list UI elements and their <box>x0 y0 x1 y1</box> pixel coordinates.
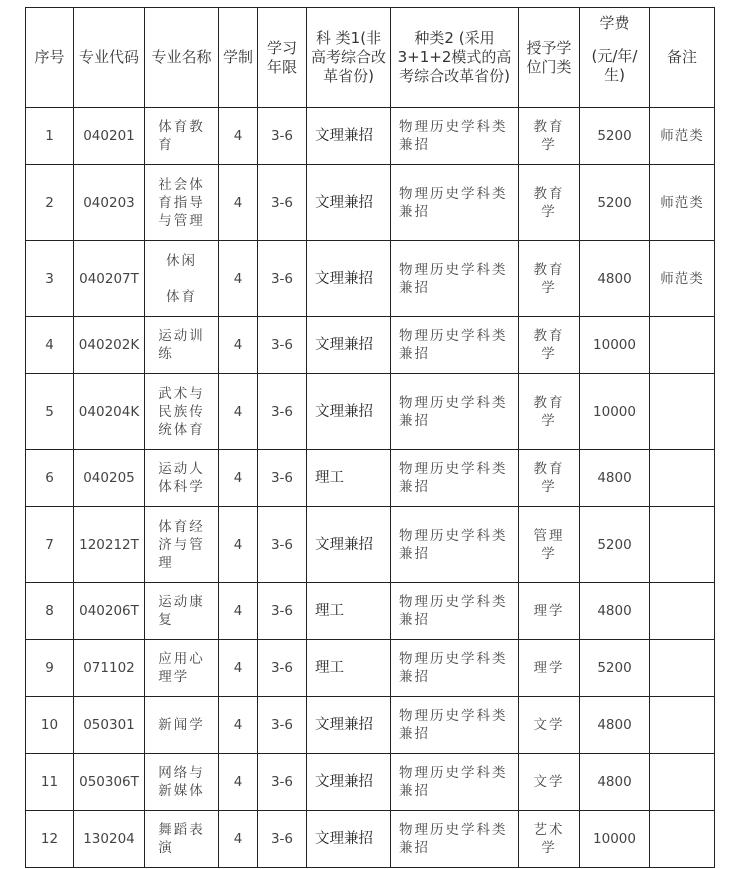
cell-period <box>258 450 307 507</box>
cell-note <box>650 374 715 450</box>
cell-index-text: 8 <box>45 603 54 619</box>
cell-major-name <box>145 583 219 640</box>
cell-period <box>258 108 307 165</box>
cell-years <box>219 108 258 165</box>
cell-category-1 <box>307 165 391 241</box>
cell-degree-text: 教育 学 <box>533 394 565 429</box>
cell-index <box>26 754 74 811</box>
cell-code-text: 040203 <box>83 194 135 211</box>
cell-code <box>74 317 145 374</box>
cell-category-2-text: 物理历史学科类兼招 <box>399 394 508 429</box>
cell-note <box>650 754 715 811</box>
cell-code <box>74 640 145 697</box>
cell-years <box>219 374 258 450</box>
cell-degree-text: 教育 学 <box>533 261 565 296</box>
cell-category-1 <box>307 811 391 868</box>
cell-category-1 <box>307 583 391 640</box>
cell-period-text: 3-6 <box>270 536 294 553</box>
cell-years-text: 4 <box>233 717 243 733</box>
cell-degree-text: 文学 <box>533 717 565 733</box>
cell-years <box>219 754 258 811</box>
cell-index-text: 2 <box>45 194 54 211</box>
cell-category-1-text: 文理兼招 <box>315 128 373 144</box>
cell-category-1 <box>307 241 391 317</box>
cell-note-text: 师范类 <box>660 194 704 211</box>
cell-code-text: 040201 <box>83 128 135 144</box>
cell-major-name-text: 社会体 育指导 与管理 <box>158 176 205 229</box>
cell-fee-text: 10000 <box>593 337 636 353</box>
table-row <box>26 450 715 507</box>
cell-note-text: 师范类 <box>660 270 704 287</box>
cell-period <box>258 165 307 241</box>
table-row <box>26 640 715 697</box>
cell-major-name-text: 运动康 复 <box>158 594 205 628</box>
cell-period-text: 3-6 <box>270 717 294 733</box>
cell-period <box>258 811 307 868</box>
table-row <box>26 754 715 811</box>
cell-index <box>26 374 74 450</box>
cell-years <box>219 165 258 241</box>
cell-index <box>26 697 74 754</box>
cell-index-text: 4 <box>45 337 54 353</box>
cell-major-name-text: 应用心 理学 <box>158 651 205 685</box>
cell-note <box>650 317 715 374</box>
cell-category-1-text: 文理兼招 <box>315 403 373 420</box>
table-row <box>26 241 715 317</box>
cell-fee <box>580 811 650 868</box>
cell-code <box>74 241 145 317</box>
cell-degree <box>519 450 580 507</box>
cell-period <box>258 507 307 583</box>
cell-note <box>650 640 715 697</box>
cell-degree <box>519 241 580 317</box>
header-years: 学制 <box>219 8 258 108</box>
cell-period <box>258 754 307 811</box>
cell-years-text: 4 <box>233 536 243 553</box>
cell-category-1-text: 理工 <box>315 603 344 619</box>
header-note: 备注 <box>650 8 715 108</box>
cell-degree <box>519 108 580 165</box>
header-code: 专业代码 <box>74 8 145 108</box>
table-row <box>26 317 715 374</box>
cell-major-name-text: 运动人 体科学 <box>158 461 205 495</box>
cell-years <box>219 583 258 640</box>
cell-category-1 <box>307 108 391 165</box>
header-degree: 授予学位门类 <box>519 8 580 108</box>
cell-category-2 <box>391 108 519 165</box>
cell-index-text: 12 <box>40 831 59 847</box>
cell-code-text: 040205 <box>83 470 135 486</box>
cell-major-name-text: 新闻学 <box>158 717 205 733</box>
cell-degree <box>519 754 580 811</box>
cell-category-1 <box>307 450 391 507</box>
cell-index-text: 3 <box>45 270 54 287</box>
cell-years-text: 4 <box>233 270 243 287</box>
header-row <box>26 8 715 108</box>
cell-fee-text: 4800 <box>597 717 632 733</box>
cell-index <box>26 507 74 583</box>
cell-degree-text: 教育 学 <box>533 461 565 495</box>
cell-category-1 <box>307 754 391 811</box>
cell-fee-text: 4800 <box>597 470 632 486</box>
cell-category-1-text: 文理兼招 <box>315 774 373 790</box>
cell-note-text: 师范类 <box>660 128 704 144</box>
cell-category-2 <box>391 317 519 374</box>
cell-category-2 <box>391 583 519 640</box>
cell-category-1-text: 文理兼招 <box>315 337 373 353</box>
cell-major-name-text: 网络与 新媒体 <box>158 765 205 799</box>
cell-category-2-text: 物理历史学科类兼招 <box>399 461 508 495</box>
cell-fee-text: 5200 <box>597 536 632 553</box>
cell-period <box>258 374 307 450</box>
cell-code-text: 071102 <box>83 660 135 676</box>
cell-years <box>219 640 258 697</box>
cell-degree-text: 文学 <box>533 774 565 790</box>
cell-category-2 <box>391 697 519 754</box>
cell-years-text: 4 <box>233 337 243 353</box>
cell-note <box>650 811 715 868</box>
cell-fee <box>580 165 650 241</box>
cell-degree <box>519 697 580 754</box>
cell-index <box>26 108 74 165</box>
table-row <box>26 165 715 241</box>
table-row <box>26 108 715 165</box>
cell-period-text: 3-6 <box>270 337 294 353</box>
cell-period <box>258 583 307 640</box>
cell-note <box>650 450 715 507</box>
cell-degree-text: 理学 <box>533 603 565 619</box>
cell-index <box>26 583 74 640</box>
cell-code-text: 040207T <box>79 270 139 287</box>
cell-code <box>74 165 145 241</box>
cell-degree <box>519 640 580 697</box>
cell-category-2-text: 物理历史学科类兼招 <box>399 708 508 742</box>
cell-category-2 <box>391 811 519 868</box>
cell-fee-text: 4800 <box>597 603 632 619</box>
cell-major-name <box>145 640 219 697</box>
cell-note <box>650 583 715 640</box>
cell-index-text: 10 <box>40 717 59 733</box>
cell-years-text: 4 <box>233 194 243 211</box>
cell-major-name <box>145 697 219 754</box>
cell-category-1-text: 理工 <box>315 660 344 676</box>
cell-category-1-text: 文理兼招 <box>315 717 373 733</box>
cell-degree-text: 教育 学 <box>533 328 565 362</box>
cell-index <box>26 450 74 507</box>
cell-index-text: 11 <box>40 774 59 790</box>
cell-period <box>258 317 307 374</box>
cell-years <box>219 697 258 754</box>
cell-category-1-text: 文理兼招 <box>315 194 373 211</box>
cell-code-text: 050306T <box>79 774 139 790</box>
cell-degree <box>519 583 580 640</box>
header-fee-line2: (元/年/生) <box>591 47 638 84</box>
cell-category-1 <box>307 317 391 374</box>
cell-years-text: 4 <box>233 470 243 486</box>
cell-category-1-text: 文理兼招 <box>315 536 373 553</box>
cell-fee <box>580 583 650 640</box>
cell-category-1-text: 理工 <box>315 470 344 486</box>
cell-category-2 <box>391 640 519 697</box>
cell-index-text: 6 <box>45 470 54 486</box>
cell-category-2-text: 物理历史学科类兼招 <box>399 328 508 362</box>
cell-category-2-text: 物理历史学科类兼招 <box>399 119 508 153</box>
header-name: 专业名称 <box>145 8 219 108</box>
cell-code <box>74 583 145 640</box>
cell-fee-text: 4800 <box>597 270 632 287</box>
cell-category-1-text: 文理兼招 <box>315 270 373 287</box>
cell-index <box>26 241 74 317</box>
cell-major-name-text: 体育教 育 <box>158 119 205 153</box>
cell-major-name <box>145 108 219 165</box>
cell-degree <box>519 374 580 450</box>
cell-degree <box>519 317 580 374</box>
table-row <box>26 811 715 868</box>
cell-code <box>74 450 145 507</box>
cell-index <box>26 317 74 374</box>
cell-fee <box>580 507 650 583</box>
cell-code <box>74 697 145 754</box>
table-row <box>26 374 715 450</box>
cell-fee <box>580 317 650 374</box>
cell-category-2 <box>391 241 519 317</box>
cell-index <box>26 165 74 241</box>
cell-years <box>219 507 258 583</box>
cell-years-text: 4 <box>233 603 243 619</box>
cell-years-text: 4 <box>233 831 243 847</box>
table-body <box>26 108 715 868</box>
cell-period-text: 3-6 <box>270 774 294 790</box>
cell-code-text: 120212T <box>79 536 139 553</box>
cell-fee <box>580 697 650 754</box>
cell-code <box>74 811 145 868</box>
header-index: 序号 <box>26 8 74 108</box>
cell-code <box>74 108 145 165</box>
cell-index-text: 5 <box>45 403 54 420</box>
cell-years <box>219 811 258 868</box>
cell-major-name <box>145 754 219 811</box>
cell-category-1 <box>307 697 391 754</box>
cell-major-name <box>145 241 219 317</box>
cell-degree-text: 艺术 学 <box>533 822 565 856</box>
cell-fee <box>580 640 650 697</box>
cell-major-name <box>145 450 219 507</box>
header-period: 学习年限 <box>258 8 307 108</box>
cell-category-2 <box>391 165 519 241</box>
cell-fee <box>580 108 650 165</box>
cell-period-text: 3-6 <box>270 603 294 619</box>
cell-category-1 <box>307 374 391 450</box>
cell-code-text: 040204K <box>78 403 140 420</box>
cell-category-2-text: 物理历史学科类兼招 <box>399 651 508 685</box>
cell-degree-text: 理学 <box>533 660 565 676</box>
cell-category-2 <box>391 754 519 811</box>
cell-note <box>650 108 715 165</box>
header-fee <box>580 8 650 108</box>
cell-period <box>258 241 307 317</box>
cell-fee-text: 5200 <box>597 194 632 211</box>
cell-index <box>26 811 74 868</box>
cell-category-1 <box>307 507 391 583</box>
table-row <box>26 697 715 754</box>
cell-fee <box>580 241 650 317</box>
cell-years-text: 4 <box>233 403 243 420</box>
cell-degree-text: 管理 学 <box>533 527 565 562</box>
cell-category-2-text: 物理历史学科类兼招 <box>399 261 508 296</box>
cell-period-text: 3-6 <box>270 270 294 287</box>
cell-category-2-text: 物理历史学科类兼招 <box>399 822 508 856</box>
cell-category-2-text: 物理历史学科类兼招 <box>399 185 508 220</box>
cell-category-2-text: 物理历史学科类兼招 <box>399 527 508 562</box>
header-fee-line1: 学费 <box>599 14 630 32</box>
cell-major-name <box>145 374 219 450</box>
cell-index <box>26 640 74 697</box>
cell-code <box>74 374 145 450</box>
cell-fee-text: 5200 <box>597 128 632 144</box>
cell-years-text: 4 <box>233 660 243 676</box>
cell-code-text: 050301 <box>83 717 135 733</box>
cell-code-text: 040202K <box>78 337 140 353</box>
cell-note <box>650 697 715 754</box>
cell-category-2 <box>391 374 519 450</box>
cell-fee-text: 10000 <box>593 403 636 420</box>
cell-period-text: 3-6 <box>270 470 294 486</box>
cell-category-2 <box>391 450 519 507</box>
cell-degree <box>519 507 580 583</box>
table-row <box>26 583 715 640</box>
majors-table <box>25 7 715 868</box>
cell-code-text: 130204 <box>83 831 135 847</box>
cell-years-text: 4 <box>233 128 243 144</box>
cell-code-text: 040206T <box>79 603 139 619</box>
cell-note <box>650 241 715 317</box>
cell-period-text: 3-6 <box>270 403 294 420</box>
cell-major-name <box>145 165 219 241</box>
cell-major-name <box>145 317 219 374</box>
cell-note <box>650 165 715 241</box>
cell-period <box>258 697 307 754</box>
cell-fee <box>580 450 650 507</box>
cell-period-text: 3-6 <box>270 194 294 211</box>
cell-fee-text: 5200 <box>597 660 632 676</box>
cell-major-name-text: 休闲 体育 <box>166 252 197 305</box>
cell-years <box>219 317 258 374</box>
cell-fee-text: 10000 <box>593 831 636 847</box>
cell-fee-text: 4800 <box>597 774 632 790</box>
cell-major-name-text: 体育经 济与管 理 <box>158 518 205 571</box>
header-category-1: 科 类1(非高考综合改革省份) <box>307 8 391 108</box>
cell-code <box>74 754 145 811</box>
cell-category-1 <box>307 640 391 697</box>
table-row <box>26 507 715 583</box>
header-category-2: 种类2 (采用3+1+2模式的高考综合改革省份) <box>391 8 519 108</box>
cell-category-2 <box>391 507 519 583</box>
cell-degree <box>519 811 580 868</box>
cell-period-text: 3-6 <box>270 831 294 847</box>
cell-major-name-text: 运动训 练 <box>158 328 205 362</box>
cell-degree-text: 教育 学 <box>533 119 565 153</box>
cell-major-name-text: 武术与 民族传 统体育 <box>158 385 205 438</box>
cell-period-text: 3-6 <box>270 660 294 676</box>
cell-period <box>258 640 307 697</box>
cell-years-text: 4 <box>233 774 243 790</box>
cell-category-2-text: 物理历史学科类兼招 <box>399 594 508 628</box>
cell-category-2-text: 物理历史学科类兼招 <box>399 765 508 799</box>
cell-category-1-text: 文理兼招 <box>315 831 373 847</box>
cell-years <box>219 241 258 317</box>
cell-fee <box>580 754 650 811</box>
cell-index-text: 7 <box>45 536 54 553</box>
cell-index-text: 1 <box>45 128 54 144</box>
cell-major-name <box>145 811 219 868</box>
cell-period-text: 3-6 <box>270 128 294 144</box>
cell-note <box>650 507 715 583</box>
cell-fee <box>580 374 650 450</box>
cell-code <box>74 507 145 583</box>
cell-years <box>219 450 258 507</box>
cell-degree <box>519 165 580 241</box>
cell-index-text: 9 <box>45 660 54 676</box>
cell-major-name-text: 舞蹈表 演 <box>158 822 205 856</box>
cell-degree-text: 教育 学 <box>533 185 565 220</box>
cell-major-name <box>145 507 219 583</box>
